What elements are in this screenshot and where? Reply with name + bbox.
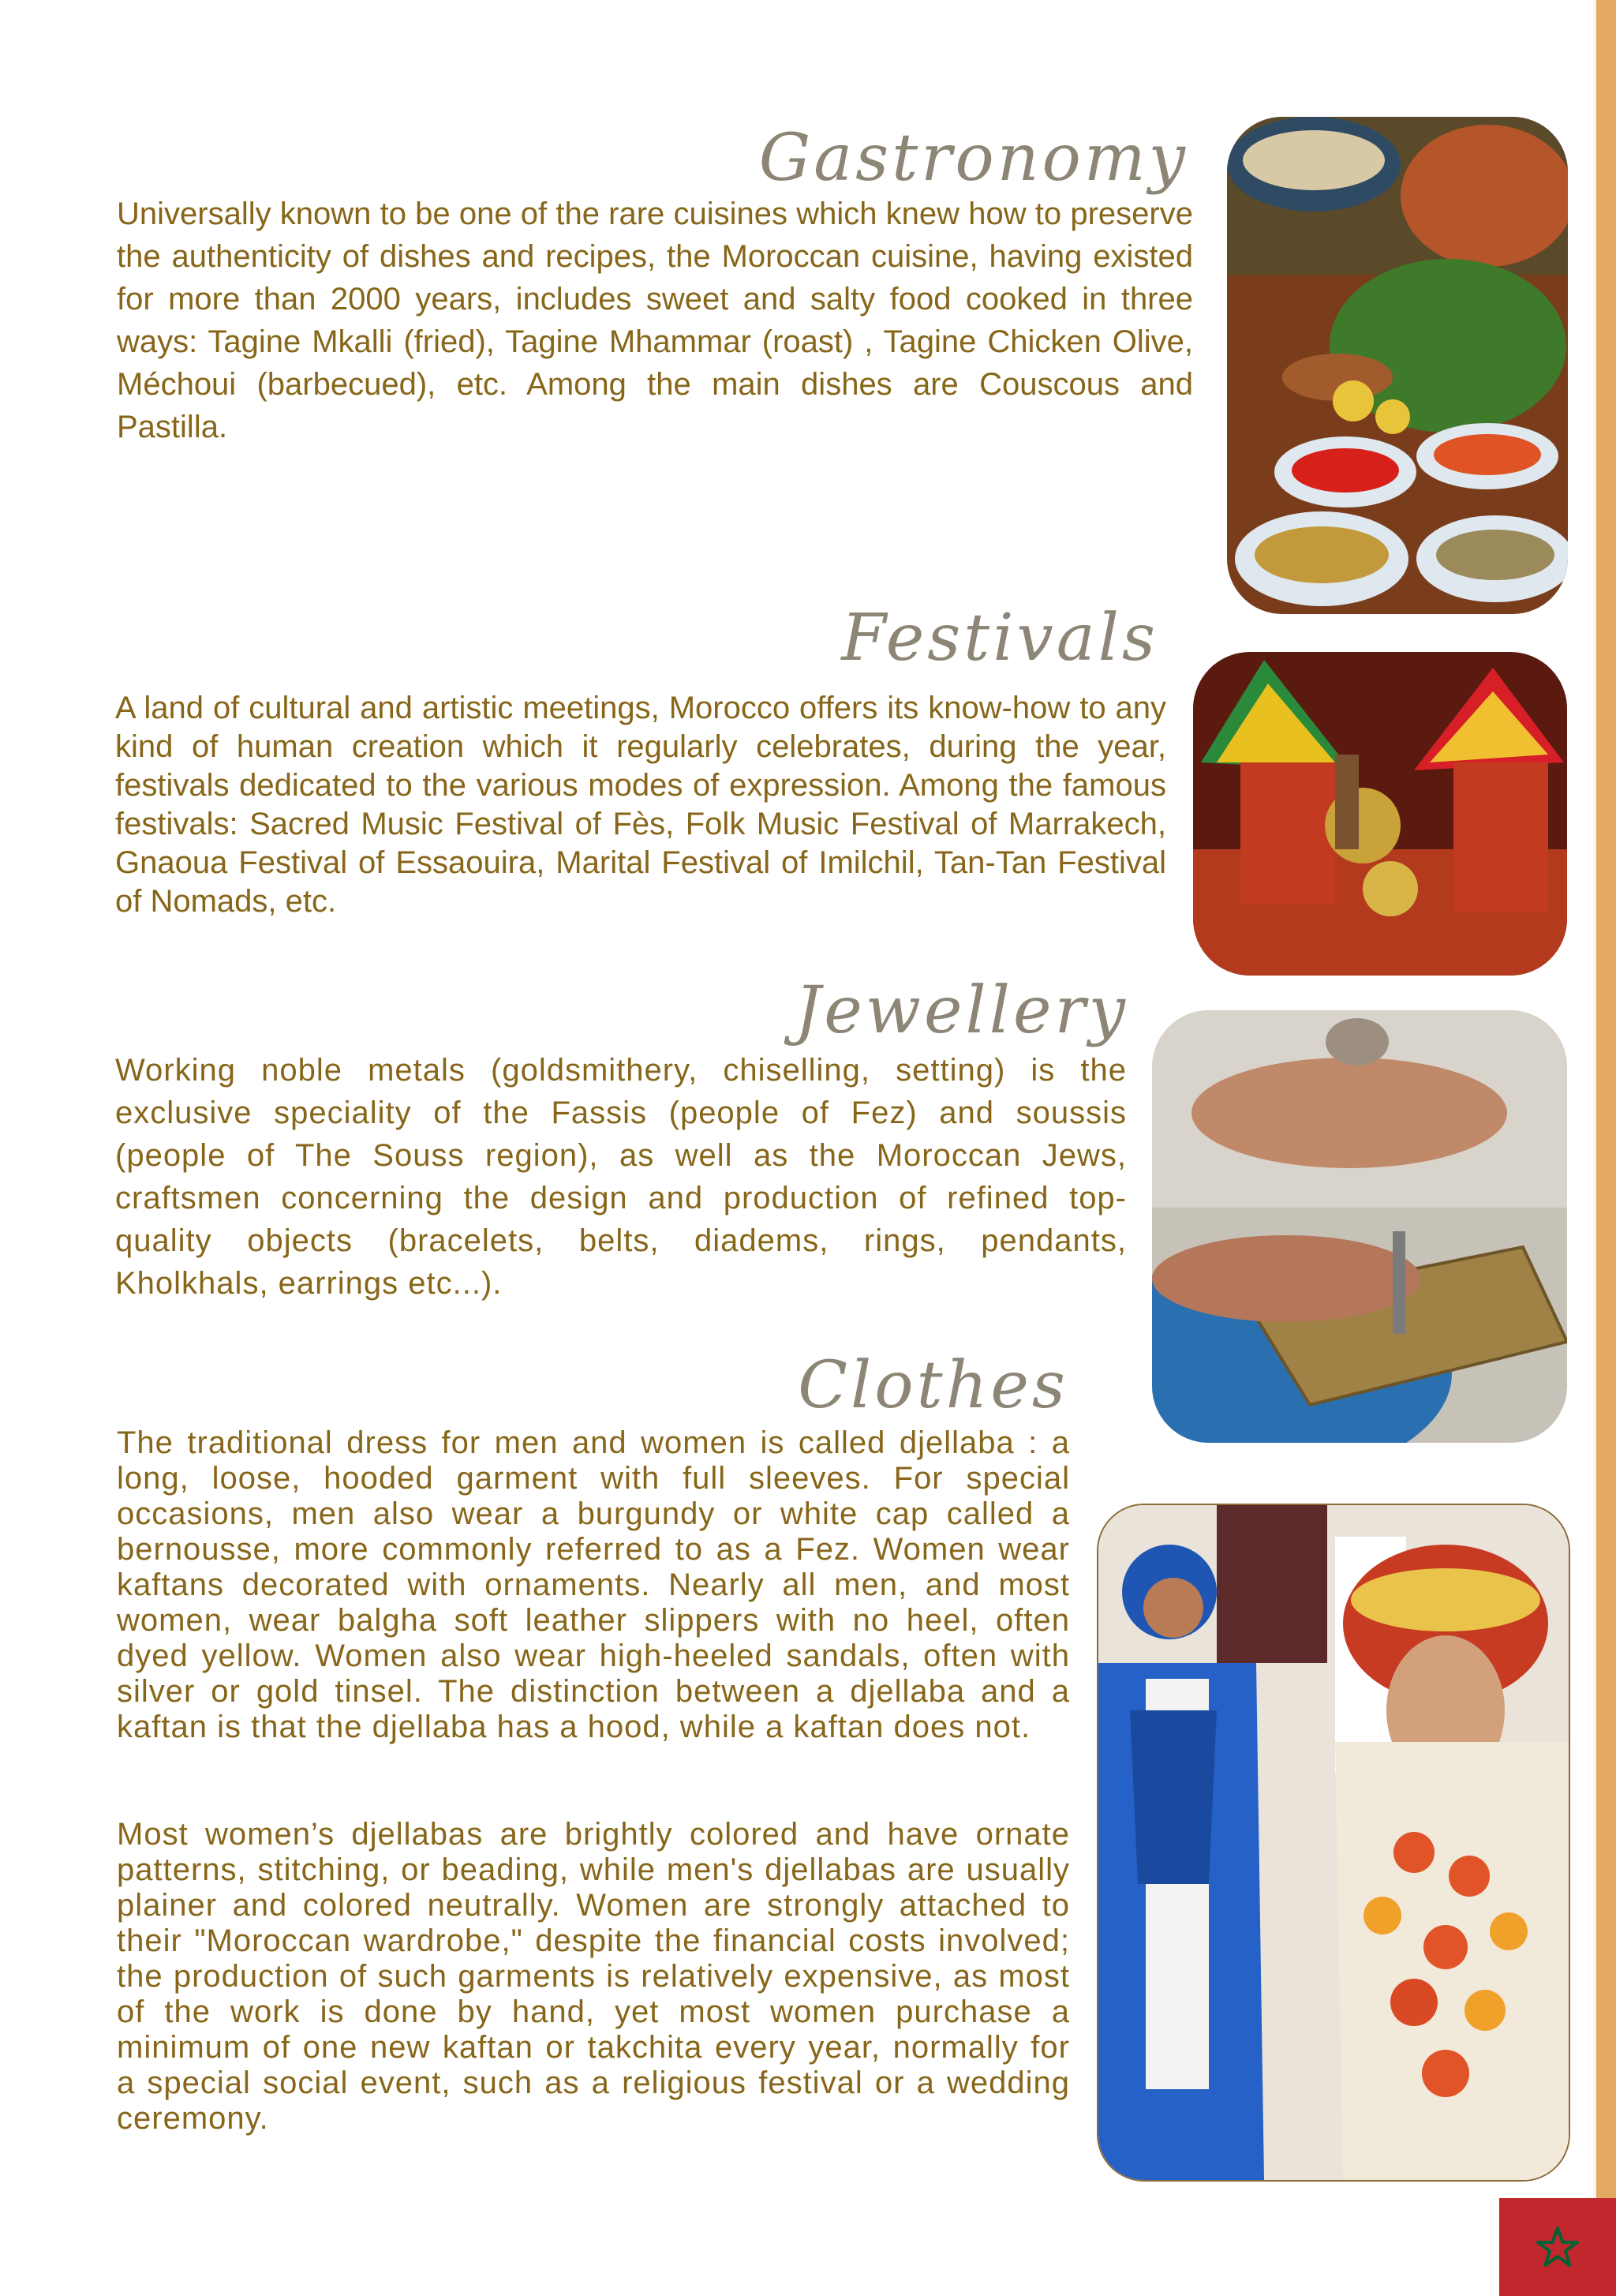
clothes-text-2: Most women’s djellabas are brightly colored and have ornate patterns, stitching, or beading, while men's djellabas are usually plainer and colored neutrally. Women are strongly attached to their "Moroccan wardrobe," despite the financial costs involved; the production of such garments is relatively expensive, as most of the work is done by hand, yet most women purchase a minimum of one new kaftan or takchita every year, normally for a special social event, such as a religious festival or a wedding ceremony. bbox=[117, 1817, 1070, 2136]
festivals-heading: Festivals bbox=[841, 601, 1158, 676]
jewellery-photo bbox=[1152, 1010, 1567, 1443]
clothes-heading: Clothes bbox=[798, 1348, 1068, 1423]
jewellery-text: Working noble metals (goldsmithery, chiselling, setting) is the exclusive speciality of the Fassis (people of Fez) and soussis (people of The Souss region), as well as the Moroccan Jews, craftsmen concerning the design and production of refined top-quality objects (bracelets, belts, diadems, rings, pendants, Kholkhals, earrings etc...). bbox=[115, 1053, 1127, 1301]
clothes-text-1: The traditional dress for men and women is called djellaba : a long, loose, hooded garment with full sleeves. For special occasions, men also wear a burgundy or white cap called a bernousse, more commonly referred to as a Fez. Women wear kaftans decorated with ornaments. Nearly all men, and most women, wear balgha soft leather slippers with no heel, often dyed yellow. Women also wear high-heeled sandals, often with silver or gold tinsel. The distinction between a djellaba and a kaftan is that the djellaba has a hood, while a kaftan does not. bbox=[117, 1425, 1070, 1744]
festivals-photo bbox=[1193, 652, 1567, 976]
clothes-photo bbox=[1097, 1504, 1570, 2182]
gastronomy-text: Universally known to be one of the rare cuisines which knew how to preserve the authenticity of dishes and recipes, the Moroccan cuisine, having existed for more than 2000 years, includes sweet and salty food cooked in three ways: Tagine Mkalli (fried), Tagine Mhammar (roast) , Tagine Chicken Olive, Méchoui (barbecued), etc. Among the main dishes are Couscous and Pastilla. bbox=[117, 197, 1193, 444]
festivals-text: A land of cultural and artistic meetings, Morocco offers its know-how to any kind of human creation which it regularly celebrates, during the year, festivals dedicated to the various modes of expression. Among the famous festivals: Sacred Music Festival of Fès, Folk Music Festival of Marrakech, Gnaoua Festival of Essaouira, Marital Festival of Imilchil, Tan-Tan Festival of Nomads, etc. bbox=[115, 691, 1166, 919]
gastronomy-heading: Gastronomy bbox=[758, 121, 1188, 196]
side-accent-bar bbox=[1596, 0, 1616, 2296]
gastronomy-photo bbox=[1227, 117, 1568, 614]
jewellery-heading: Jewellery bbox=[795, 973, 1128, 1048]
moroccan-flag bbox=[1499, 2198, 1616, 2296]
green-star-icon bbox=[1534, 2223, 1581, 2271]
